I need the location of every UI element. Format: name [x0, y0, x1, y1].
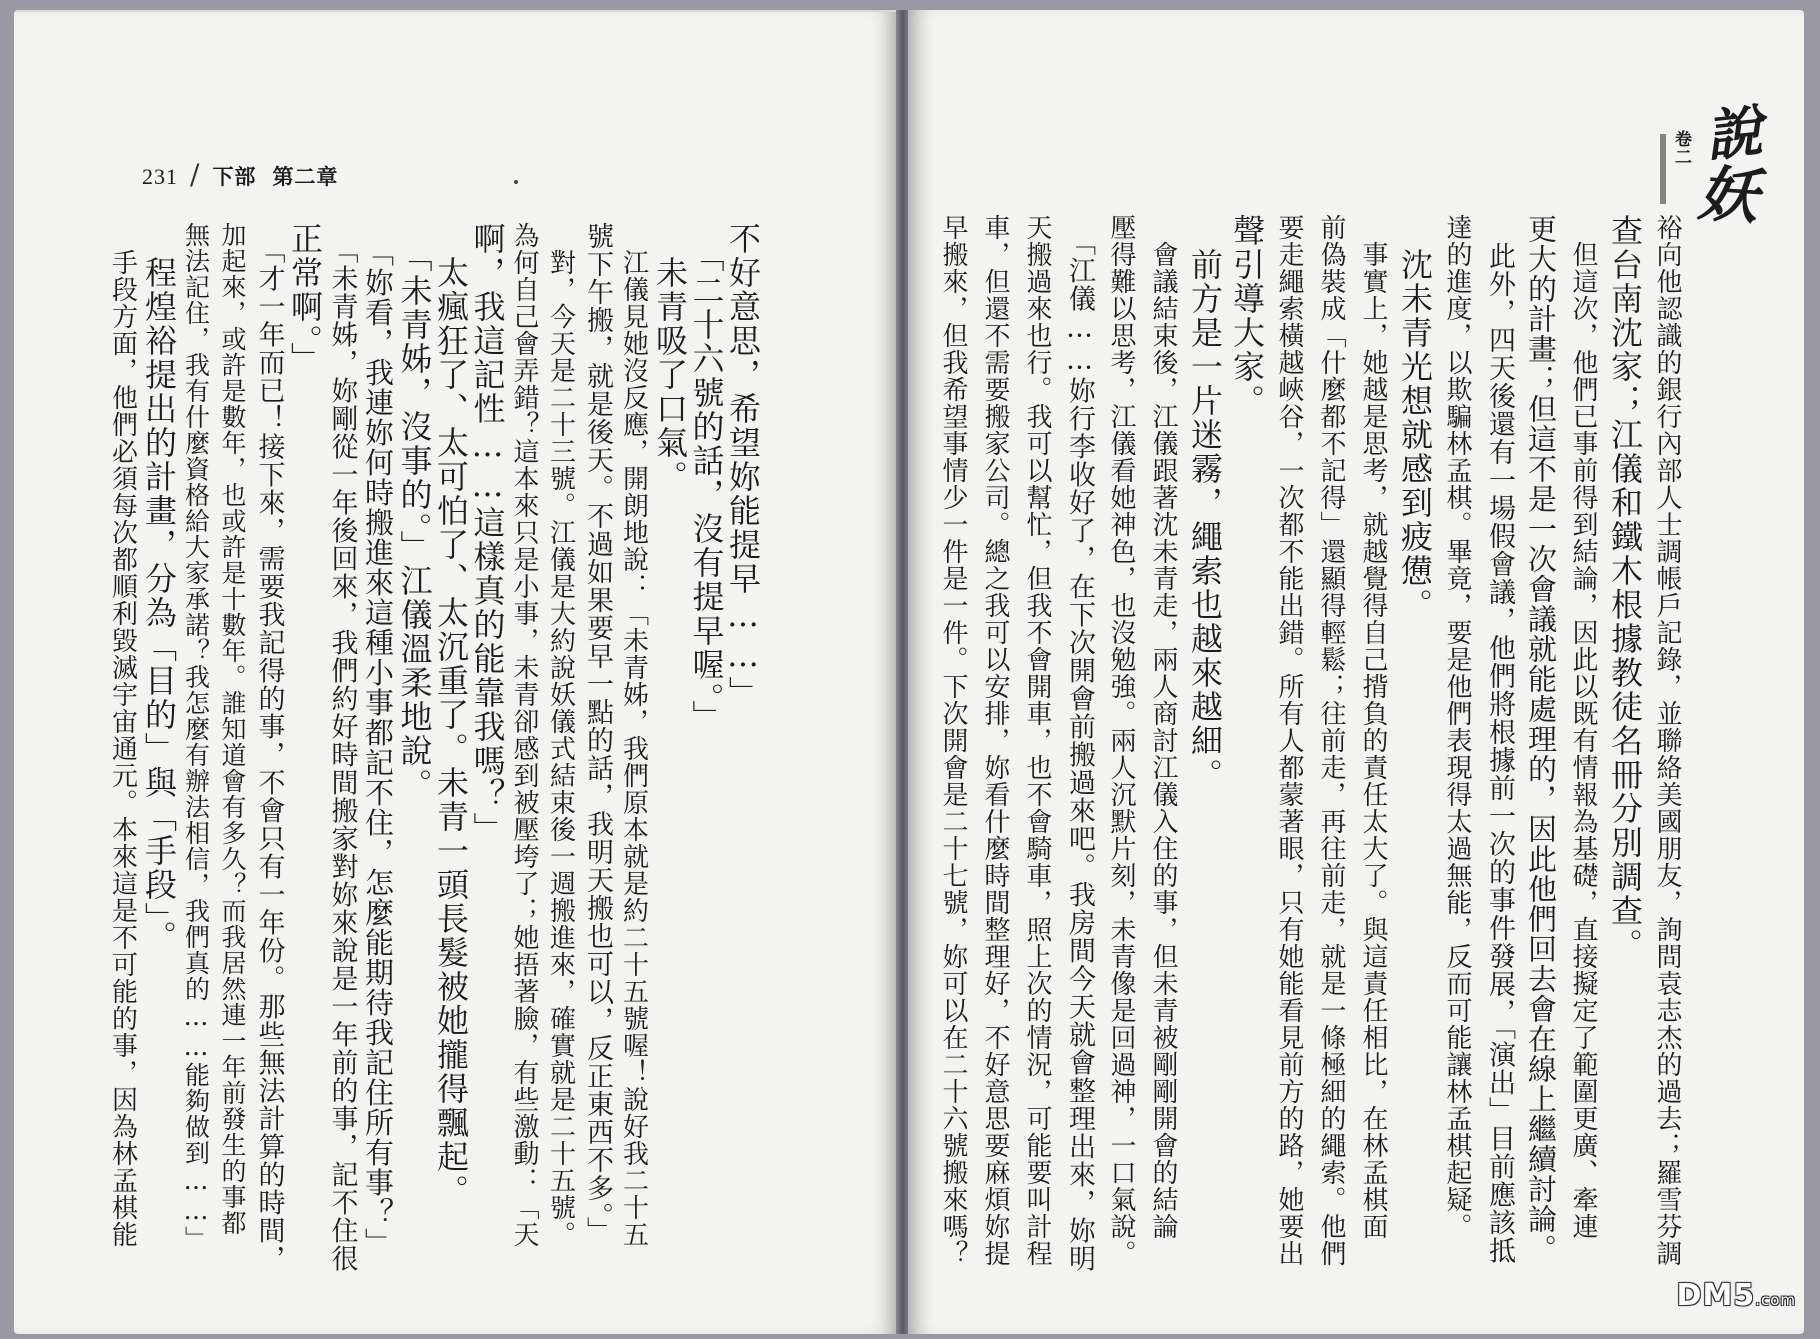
running-header — [142, 158, 338, 191]
text-column: 查台南沈家；江儀和鐵木根據教徒名冊分別調查。 — [1606, 214, 1644, 962]
header-separator: / — [190, 158, 201, 191]
text-column: 啊，我這記性……這樣真的能靠我嗎？」 — [468, 222, 507, 846]
text-column: 對，今天是二十三號。江儀是大約說妖儀式結束後一週搬進來，確實就是二十五號。 — [545, 222, 576, 1248]
text-column: 天搬過來也行。我可以幫忙，但我不會開車，也不會騎車，照上次的情況，可能要叫計程 — [1022, 214, 1052, 1267]
text-column: 此外，四天後還有一場假會議，他們將根據前一次的事件發展，「演出」目前應該抵 — [1484, 214, 1515, 1265]
right-page — [908, 10, 1804, 1334]
text-column: 前偽裝成「什麼都不記得」還顯得輕鬆；往前走，再往前走，就是一條極細的繩索。他們 — [1316, 214, 1346, 1267]
site-watermark — [1677, 1278, 1796, 1313]
watermark-brand: DM5 — [1676, 1278, 1756, 1313]
logo-char-top: 說 — [1702, 98, 1766, 170]
part-title: 下部 — [212, 164, 257, 189]
text-column: 沈未青光想就感到疲憊。 — [1396, 214, 1434, 622]
text-column: 「未青姊，妳剛從一年後回來，我們約好時間搬家對妳來說是一年前的事，記不住很 — [326, 222, 358, 1273]
text-column: 前方是一片迷霧，繩索也越來越細。 — [1186, 214, 1224, 792]
text-column: 早搬來，但我希望事情少一件是一件。下次開會是二十七號，妳可以在二十六號搬來嗎？ — [938, 214, 968, 1267]
text-column: 車，但還不需要搬家公司。總之我可以安排，妳看什麼時間整理好，不好意思要麻煩妳提 — [980, 214, 1010, 1267]
text-column: 壓得難以思考，江儀看她神色，也沒勉強。兩人沉默片刻，未青像是回過神，一口氣說。 — [1106, 214, 1136, 1267]
text-column: 達的進度，以欺騙林孟棋。畢竟，要是他們表現得太過無能，反而可能讓林孟棋起疑。 — [1442, 214, 1472, 1240]
text-column: 「江儀……妳行李收好了，在下次開會前搬過來吧。我房間今天就會整理出來，妳明 — [1064, 214, 1095, 1273]
text-column: 號下午搬，就是後天。不過如果要早一點的話，我明天搬也可以，反正東西不多。」 — [582, 222, 613, 1245]
text-column: 為何自己會弄錯？這本來只是小事，未青卻感到被壓垮了；她捂著臉，有些激動：「天 — [509, 222, 539, 1248]
text-column: 加起來，或許是數年，也或許是十數年。誰知道會有多久？而我居然連一年前發生的事都 — [218, 222, 247, 1236]
text-column: 會議結束後，江儀跟著沈未青走，兩人商討江儀入住的事，但未青被剛剛開會的結論 — [1148, 214, 1178, 1240]
text-column: 但這次，他們已事前得到結論，因此以既有情報為基礎，直接擬定了範圍更廣、牽連 — [1568, 214, 1598, 1240]
chapter-title: 第二章 — [272, 164, 339, 189]
text-column: 更大的計畫；但這不是一次會議就能處理的，因此他們回去會在線上繼續討論。 — [1524, 214, 1558, 1264]
text-column: 正常啊。」 — [286, 222, 324, 376]
ink-speck — [514, 180, 518, 184]
text-column: 江儀見她沒反應，開朗地說：「未青姊，我們原本就是約二十五號喔！說好我二十五 — [618, 222, 649, 1248]
left-page — [14, 10, 898, 1334]
text-column: 事實上，她越是思考，就越覺得自己揹負的責任太大了。與這責任相比，在林孟棋面 — [1358, 214, 1388, 1240]
text-column: 「未青姊，沒事的。」江儀溫柔地說。 — [395, 222, 434, 802]
text-column: 「才一年而已！接下來，需要我記得的事，不會只有一年份。那些無法計算的時間， — [253, 222, 285, 1273]
page-number: 231 — [142, 164, 178, 189]
text-column: 太瘋狂了、太可怕了、太沉重了。未青一頭長髮被她攏得飄起。 — [432, 222, 470, 1208]
text-column: 「二十六號的話，沒有提早喔。」 — [687, 222, 726, 734]
text-column: 要走繩索橫越峽谷，一次都不能出錯。所有人都蒙著眼，只有她能看見前方的路，她要出 — [1274, 214, 1304, 1267]
text-column: 不好意思，希望妳能提早……」 — [724, 222, 762, 710]
watermark-domain: .com — [1755, 1291, 1796, 1309]
text-column: 無法記住，我有什麼資格給大家承諾？我怎麼有辦法相信，我們真的……能夠做到……」 — [181, 222, 211, 1252]
logo-char-bottom: 妖 — [1695, 158, 1761, 234]
text-column: 「妳看，我連妳何時搬進來這種小事都記不住，怎麼能期待我記住所有事？」 — [361, 222, 395, 1258]
volume-label: 卷二 — [1671, 130, 1691, 166]
text-column: 程煌裕提出的計畫，分為「目的」與「手段」。 — [140, 222, 178, 954]
text-column: 裕向他認識的銀行內部人士調帳戶記錄，並聯絡美國朋友，詢問袁志杰的過去；羅雪芬調 — [1652, 214, 1682, 1267]
text-column: 聲引導大家。 — [1228, 214, 1266, 418]
text-column: 未青吸了口氣。 — [651, 222, 689, 494]
text-column: 手段方面，他們必須每次都順利毀滅宇宙通元。本來這是不可能的事，因為林孟棋能 — [107, 222, 138, 1248]
logo-stamp-bar — [1660, 134, 1666, 204]
